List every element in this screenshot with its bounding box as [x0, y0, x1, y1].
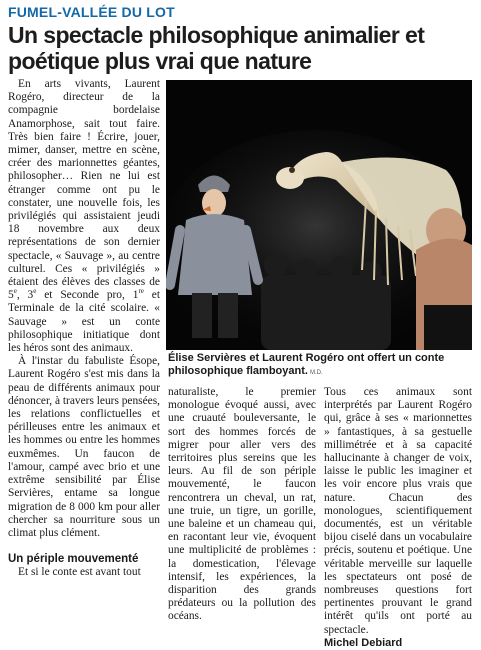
photo-credit: M.D.	[309, 370, 323, 376]
author-signature: Michel Debiard	[324, 636, 403, 649]
article-subhead: Un périple mouvementé	[8, 553, 139, 566]
article-headline: Un spectacle philosophique animalier et poétique plus vrai que nature	[8, 22, 425, 74]
paragraph-periple-continued: naturaliste, le premier monologue évoqué aussi, avec une cruauté bouleversante, le sort des hommes forcés de migrer pour aller vers des territoires plus sereins que les leurs. Au fil de son périple mouvementé, le faucon rencontrera un cheval, un rat, une truie, un tigre, un gorille, une baleine et un chameau qui, en racontant leur vie, évoquent une multiplicité de problèmes : la domestication, l'élevage intensif, les expériences, la disparition des grands prédateurs ou la pollution des océans.	[168, 386, 316, 623]
photo-caption: Élise Servières et Laurent Rogéro ont offert un conte philosophique flamboyant. M.D.	[168, 352, 445, 377]
paragraph-esope: À l'instar du fabuliste Ésope, Laurent Rogéro s'est mis dans la peau de différents animaux pour dénoncer, à travers leurs pensées, les relations conflictuelles et périlleuses entre les animaux et les hommes ou entre les hommes euxmêmes. Un faucon de l'amour, campé avec brio et une extrême sensibilité par Élise Servières, entame sa longue migration de 8 000 km pour aller chercher sa nourriture sous un climat plus clément.	[8, 355, 160, 539]
article-column-2	[168, 386, 316, 624]
paragraph-animaux: Tous ces animaux sont interprétés par Laurent Rogéro qui, grâce à ses « marionnettes » fantastiques, à sa gestuelle millimétrée et à sa capacité hallucinante à changer de voix, laisse le public les imaginer et les voir encore plus vrais que nature. Chacun des monologues, scientifiquement documentés, est un véritable bijou ciselé dans un vocabulaire précis, soutenu et poétique. Une véritable merveille sur laquelle les spectateurs ont posé de nombreuses questions fort pertinentes prouvant le grand intérêt qu'ils ont porté au spectacle.	[324, 386, 472, 636]
paragraph-periple: Et si le conte est avant tout	[18, 566, 141, 579]
stage-photo-illustration	[166, 80, 472, 350]
article-column-3	[324, 386, 472, 650]
paragraph-intro: En arts vivants, Laurent Rogéro, directeur de la compagnie bordelaise Anamorphose, sait tout faire. Très bien faire ! Écrire, jouer, mimer, danser, mettre en scène, créer des marionnettes géantes, philosopher… Rien ne lui est étranger comme ont pu le constater, une nouvelle fois, les privilégiés qui assistaient jeudi 18 novembre aux deux représentations de son dernier spectacle, « Sauvage », au centre culturel. Ces « privilégiés » étaient des élèves des classes de 5e, 3e et Seconde pro, 1re et Terminale de la cité scolaire. « Sauvage » est un conte philosophique initiatique dont les héros sont des animaux.	[8, 78, 160, 355]
article-column-1	[8, 78, 160, 579]
stage-photo	[166, 80, 472, 350]
section-rubric: FUMEL-VALLÉE DU LOT	[8, 4, 175, 20]
